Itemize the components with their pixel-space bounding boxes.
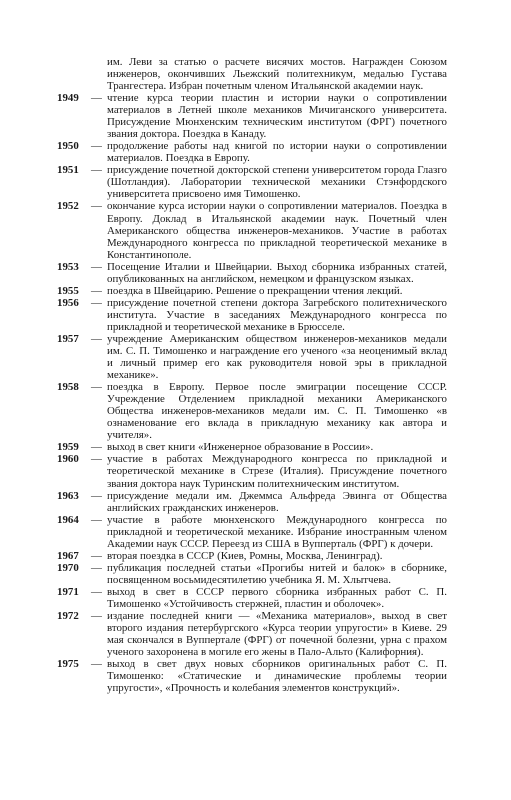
entry-dash: — <box>91 140 102 153</box>
entry-year: 1949 <box>57 92 79 105</box>
chronology-entry <box>57 164 447 200</box>
entry-year: 1952 <box>57 200 79 213</box>
chronology-entry <box>57 140 447 164</box>
chronology-entry <box>57 490 447 514</box>
entry-year: 1958 <box>57 381 79 394</box>
entry-dash: — <box>91 561 102 574</box>
entry-text: выход в свет книги «Инженерное образование в России». <box>107 441 374 454</box>
entry-text: поездка в Европу. Первое после эмиграции посещение СССР. Учреждение Отделением прикладной механики Американского Общества инженеров-механиков медали им. С. П. Тимошенко «в ознаменование его вклада в прикладную механику как автора и учителя». <box>107 381 447 442</box>
entry-year: 1971 <box>57 585 79 598</box>
entry-text: учреждение Американским обществом инженеров-механиков медали им. С. П. Тимошенко и награждение его ученого «за неоценимый вклад и личный пример его как руководителя новой эры в прикладной механике». <box>107 332 447 382</box>
intro-paragraph: им. Леви за статью о расчете висячих мостов. Награжден Союзом инженеров, окончивших Льежский политехникум, медалью Густава Трангестера. Избран почетным членом Итальянской академии наук. <box>107 55 447 92</box>
entry-text: выход в свет в СССР первого сборника избранных работ С. П. Тимошенко «Устойчивость стержней, пластин и оболочек». <box>107 585 447 610</box>
chronology-entry <box>57 610 447 658</box>
chronology-entry <box>57 453 447 489</box>
chronology-entry <box>57 550 447 562</box>
entry-dash: — <box>91 549 102 562</box>
entry-text: вторая поездка в СССР (Киев, Ромны, Москва, Ленинград). <box>107 549 383 562</box>
chronology-entry <box>57 92 447 140</box>
entry-text: издание последней книги — «Механика материалов», выход в свет второго издания петербургского «Курса теории упругости» в Киеве. 29 мая скончался в Вуппертале (ФРГ) от почечной болезни, урна с прахом ученого захоронена в могиле его жены в Пало-Альто (Калифорния). <box>107 610 447 659</box>
entry-year: 1957 <box>57 332 79 345</box>
entry-text: участие в работе мюнхенского Международного конгресса по прикладной и теоретической механике. Избрание иностранным членом Академии наук СССР. Переезд из США в Вупперталь (ФРГ) к дочери. <box>107 513 447 550</box>
entry-dash: — <box>91 296 102 309</box>
entry-text: публикация последней статьи «Прогибы нитей и балок» в сборнике, посвященном восьмидесятилетию учебника Я. М. Хлытчева. <box>107 561 447 586</box>
entry-text: присуждение почетной степени доктора Загребского политехнического института. Участие в заседаниях Международного конгресса по прикладной и теоретической механике в Брюсселе. <box>107 296 447 333</box>
chronology-entry <box>57 261 447 285</box>
entry-year: 1959 <box>57 441 79 454</box>
entry-dash: — <box>91 441 102 454</box>
entry-year: 1960 <box>57 453 79 466</box>
entry-text: присуждение медали им. Джеммса Альфреда Эвинга от Общества английских гражданских инженеров. <box>107 489 447 514</box>
entry-year: 1972 <box>57 610 79 623</box>
entry-dash: — <box>91 164 102 177</box>
chronology-page <box>57 45 447 694</box>
entry-dash: — <box>91 610 102 623</box>
entry-year: 1964 <box>57 513 79 526</box>
chronology-entry <box>57 333 447 381</box>
entry-text: выход в свет двух новых сборников оригинальных работ С. П. Тимошенко: «Статические и динамические проблемы теории упругости», «Прочность и колебания элементов конструкций». <box>107 658 447 695</box>
entry-text: поездка в Швейцарию. Решение о прекращении чтения лекций. <box>107 284 403 297</box>
entry-dash: — <box>91 92 102 105</box>
chronology-entry <box>57 297 447 333</box>
entry-year: 1951 <box>57 164 79 177</box>
entry-text: Посещение Италии и Швейцарии. Выход сборника избранных статей, опубликованных на английском, немецком и французском языках. <box>107 260 447 285</box>
chronology-entry <box>57 562 447 586</box>
entry-year: 1970 <box>57 561 79 574</box>
entry-year: 1975 <box>57 658 79 671</box>
entry-year: 1950 <box>57 140 79 153</box>
entry-text: участие в работах Международного конгресса по прикладной и теоретической механике в Стрезе (Италия). Присуждение почетного звания доктора наук Туринским политехническим институтом. <box>107 453 447 490</box>
entry-year: 1967 <box>57 549 79 562</box>
entry-text: чтение курса теории пластин и истории науки о сопротивлении материалов в Летней школе механиков Мичиганского университета. Присуждение Мюнхенским техническим институтом (ФРГ) почетного звания доктора. Поездка в Канаду. <box>107 92 447 141</box>
entry-text: продолжение работы над книгой по истории науки о сопротивлении материалов. Поездка в Европу. <box>107 140 447 165</box>
entry-year: 1955 <box>57 284 79 297</box>
entry-dash: — <box>91 260 102 273</box>
entry-text: окончание курса истории науки о сопротивлении материалов. Поездка в Европу. Доклад в Итальянской академии наук. Почетный член Американского общества инженеров-механиков. Участие в работах Международного конгресса по прикладной теоретической механике в Константинополе. <box>107 200 447 261</box>
entry-dash: — <box>91 585 102 598</box>
chronology-list <box>57 92 447 694</box>
chronology-entry <box>57 441 447 453</box>
chronology-entry <box>57 200 447 260</box>
chronology-entry <box>57 381 447 441</box>
entry-dash: — <box>91 200 102 213</box>
entry-year: 1956 <box>57 296 79 309</box>
chronology-entry <box>57 586 447 610</box>
entry-dash: — <box>91 658 102 671</box>
entry-dash: — <box>91 332 102 345</box>
entry-year: 1963 <box>57 489 79 502</box>
entry-dash: — <box>91 284 102 297</box>
entry-dash: — <box>91 489 102 502</box>
chronology-entry <box>57 658 447 694</box>
entry-dash: — <box>91 513 102 526</box>
chronology-entry <box>57 514 447 550</box>
entry-dash: — <box>91 381 102 394</box>
chronology-entry <box>57 285 447 297</box>
entry-year: 1953 <box>57 260 79 273</box>
entry-text: присуждение почетной докторской степени университетом города Глазго (Шотландия). Лаборатории технической механики Стэнфордского университета присвоено имя Тимошенко. <box>107 164 447 201</box>
entry-dash: — <box>91 453 102 466</box>
